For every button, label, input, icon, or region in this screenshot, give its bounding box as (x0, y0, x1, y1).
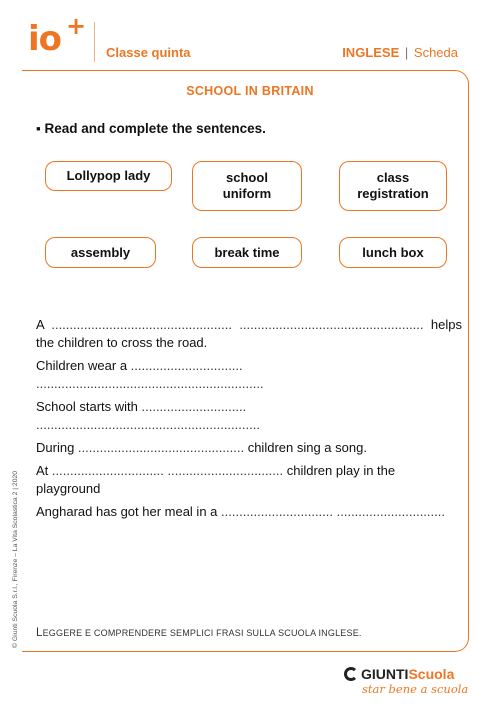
subject-label (342, 45, 458, 60)
word-box-label: break time (214, 244, 280, 260)
sentence-4 (36, 439, 462, 457)
worksheet-title: SCHOOL IN BRITAIN (186, 84, 314, 98)
sentence-text: School starts with (36, 399, 138, 414)
sentence-3 (36, 398, 462, 434)
brand-logo-plus: + (66, 12, 87, 40)
word-box-assembly (45, 237, 156, 268)
sheet-label: Scheda (413, 45, 458, 60)
sentence-text: At (36, 463, 49, 478)
blank: .............................. (336, 504, 445, 519)
objective-text: EGGERE E COMPRENDERE SEMPLICI FRASI SULLA SCUOLA INGLESE. (42, 628, 362, 638)
blank: .................................................. (51, 317, 232, 332)
word-box-lollypop-lady (45, 161, 172, 191)
word-box-lunch-box (339, 237, 447, 268)
instruction: ▪ Read and complete the sentences. (36, 121, 266, 136)
sentence-1 (36, 316, 462, 352)
giunti-g-icon (344, 667, 358, 681)
word-box-class-registration (339, 161, 447, 211)
publisher-name (361, 666, 454, 682)
blank: ............................... (130, 358, 243, 373)
copyright-notice: © Giunti Scuola S.r.l., Firenze – La Vita Scolastica 2 | 2020 (12, 470, 19, 648)
sentence-5 (36, 462, 462, 498)
subject-name: INGLESE (342, 45, 400, 60)
word-box-label: Lollypop lady (66, 168, 151, 183)
sentence-text: During (36, 440, 75, 455)
brand-logo: io (28, 19, 62, 59)
sentence-text: children play in the playground (36, 463, 396, 496)
sentence-text: children sing a song. (247, 440, 367, 455)
word-box-school-uniform (192, 161, 302, 211)
objective-initial: L (36, 627, 43, 639)
sentence-text: Angharad has got her meal in a (36, 504, 218, 519)
sentence-text: A (36, 317, 44, 332)
blank: ............................. (141, 399, 247, 414)
publisher-logo (344, 666, 454, 682)
sentence-text: Children wear a (36, 358, 128, 373)
word-box-label: assembly (70, 244, 131, 260)
subject-separator: | (404, 45, 409, 60)
sentence-list (36, 316, 462, 526)
blank: ............................... (51, 463, 164, 478)
learning-objective (36, 627, 362, 639)
word-box-label: school uniform (222, 170, 272, 201)
word-box-label: lunch box (362, 244, 424, 260)
header-divider (94, 22, 95, 62)
sentence-2 (36, 357, 462, 393)
sentence-text: helps the children to cross the road. (36, 317, 462, 350)
publisher-name-part1: GIUNTI (361, 666, 409, 682)
word-box-label: class registration (357, 170, 429, 201)
blank: .............................................. (77, 440, 245, 455)
publisher-name-part2: Scuola (408, 666, 455, 682)
blank: ............................... (221, 504, 333, 519)
word-box-break-time (192, 237, 302, 268)
blank: ................................................... (239, 317, 424, 332)
blank: .............................................................. (36, 417, 260, 432)
class-label: Classe quinta (106, 45, 191, 60)
blank: ................................ (167, 463, 284, 478)
sentence-6 (36, 503, 462, 521)
publisher-tagline: star bene a scuola (362, 682, 469, 696)
blank: ............................................................... (36, 376, 264, 391)
